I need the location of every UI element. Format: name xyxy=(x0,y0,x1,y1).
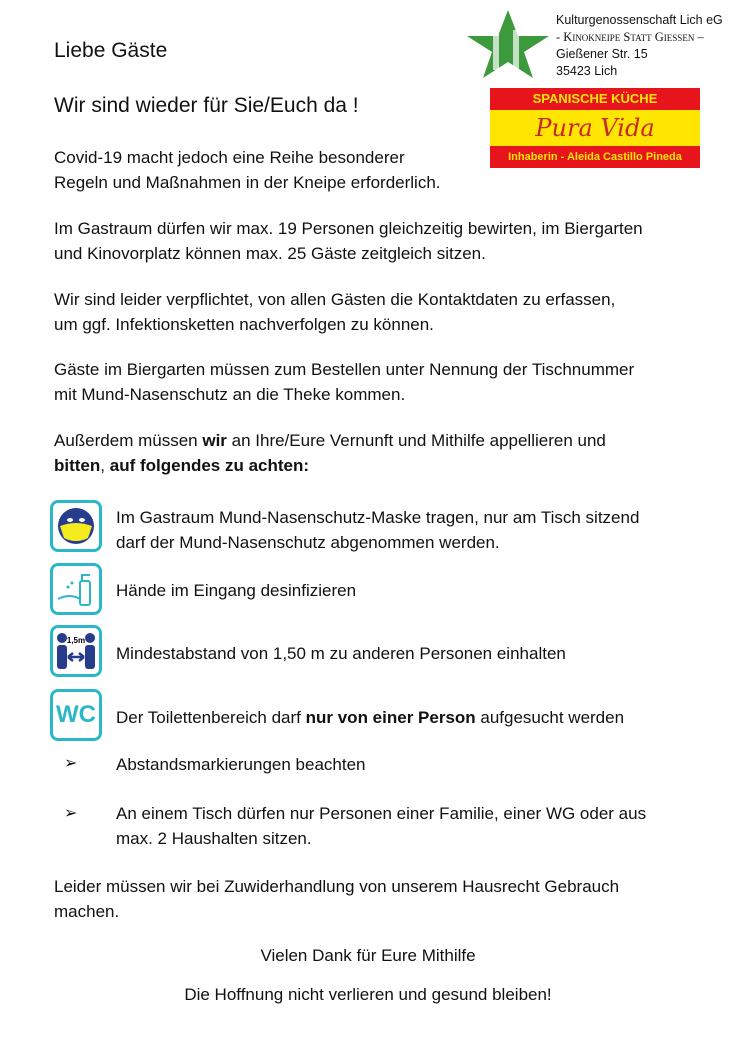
paragraph-5: Außerdem müssen wir an Ihre/Eure Vernunft und Mithilfe appellieren und bitten, auf folgendes zu achten: xyxy=(54,431,606,475)
thanks-line: Vielen Dank für Eure Mithilfe xyxy=(260,946,476,965)
banner-owner: Inhaberin - Aleida Castillo Pineda xyxy=(490,146,700,168)
org-name: Kulturgenossenschaft Lich eG xyxy=(556,13,723,27)
star-icon xyxy=(463,8,553,80)
paragraph-3: Wir sind leider verpflichtet, von allen Gästen die Kontaktdaten zu erfassen, um ggf. Infektionsketten nachverfolgen zu können. xyxy=(54,290,616,334)
city: 35423 Lich xyxy=(556,64,618,78)
partner-banner xyxy=(490,88,700,168)
distance-icon xyxy=(50,625,102,677)
cinema-star-logo xyxy=(463,8,553,80)
sender-address xyxy=(556,12,723,80)
bullet-markings: Abstandsmarkierungen beachten xyxy=(116,755,366,774)
closing-wish: Die Hoffnung nicht verlieren und gesund bleiben! xyxy=(184,985,552,1004)
banner-top: SPANISCHE KÜCHE xyxy=(490,88,700,110)
org-subtitle: - Kinokneipe Statt Gießen – xyxy=(556,30,704,44)
paragraph-4: Gäste im Biergarten müssen zum Bestellen unter Nennung der Tischnummer mit Mund-Nasenschutz an die Theke kommen. xyxy=(54,360,635,404)
rule-distance: Mindestabstand von 1,50 m zu anderen Personen einhalten xyxy=(116,644,566,663)
paragraph-1: Covid-19 macht jedoch eine Reihe besonderer Regeln und Maßnahmen in der Kneipe erforderlich. xyxy=(54,148,441,192)
mask-icon xyxy=(50,500,102,552)
closing-warning: Leider müssen wir bei Zuwiderhandlung von unserem Hausrecht Gebrauch machen. xyxy=(54,877,620,921)
arrow-bullet-icon: ➢ xyxy=(64,755,78,772)
bullet-table-rule: An einem Tisch dürfen nur Personen einer Familie, einer WG oder aus max. 2 Haushalten sitzen. xyxy=(116,804,647,848)
street: Gießener Str. 15 xyxy=(556,47,648,61)
wc-icon: WC xyxy=(50,689,102,741)
svg-text:1,5m: 1,5m xyxy=(66,636,86,645)
paragraph-2: Im Gastraum dürfen wir max. 19 Personen gleichzeitig bewirten, im Biergarten und Kinovorplatz können max. 25 Gäste zeitgleich sitzen. xyxy=(54,219,643,263)
arrow-bullet-icon: ➢ xyxy=(64,805,78,822)
hand-sanitizer-icon xyxy=(50,563,102,615)
greeting: Liebe Gäste xyxy=(54,39,168,62)
banner-name: Pura Vida xyxy=(490,110,700,146)
rule-sanitize: Hände im Eingang desinfizieren xyxy=(116,581,357,600)
rule-toilet: Der Toilettenbereich darf nur von einer Person aufgesucht werden xyxy=(116,708,625,727)
headline: Wir sind wieder für Sie/Euch da ! xyxy=(54,94,359,117)
rule-mask: Im Gastraum Mund-Nasenschutz-Maske tragen, nur am Tisch sitzend darf der Mund-Nasenschutz abgenommen werden. xyxy=(116,508,640,552)
